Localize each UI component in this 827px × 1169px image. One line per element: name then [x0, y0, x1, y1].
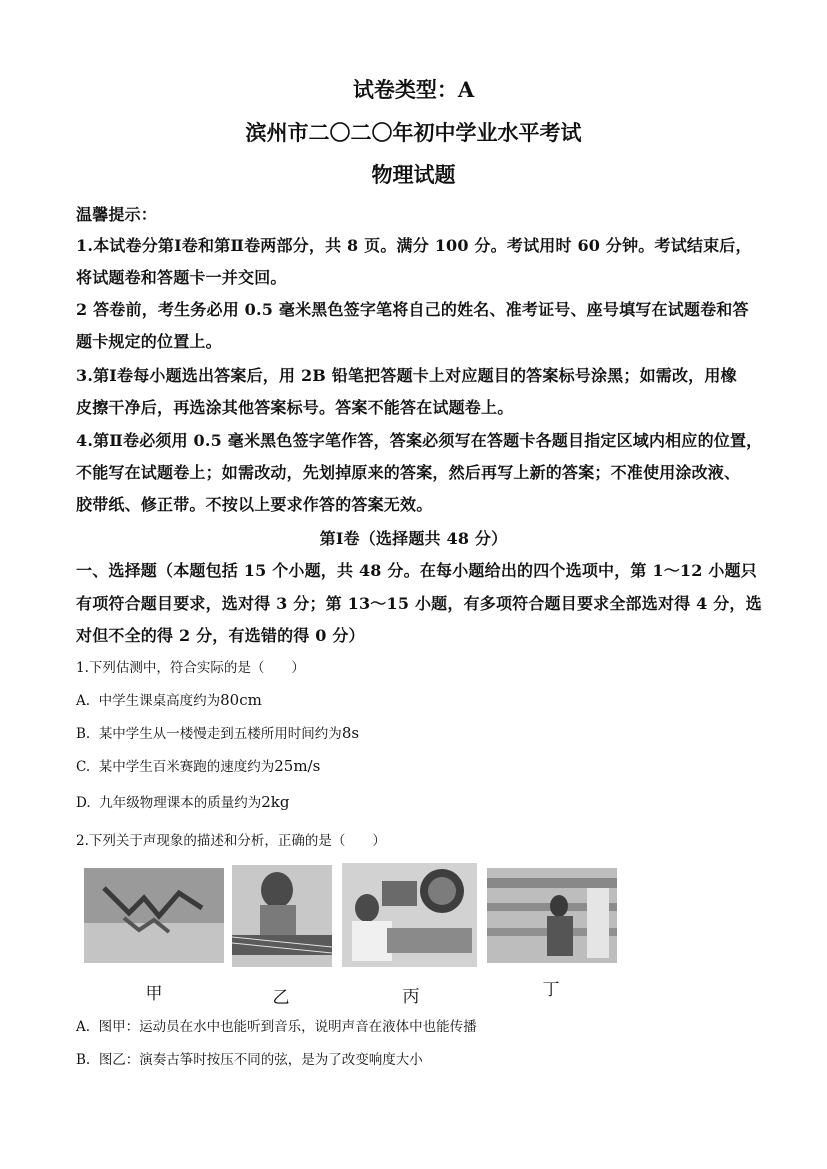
section-title: 第Ⅰ卷（选择题共 48 分）: [319, 529, 508, 548]
question-2-option-a: A. 图甲：运动员在水中也能听到音乐，说明声音在液体中也能传播: [76, 1019, 477, 1035]
notice-line: 皮擦干净后，再选涂其他答案标号。答案不能答在试题卷上。: [76, 398, 514, 417]
notice-line: 题卡规定的位置上。: [76, 332, 222, 351]
question-1-stem: 1.下列估测中，符合实际的是（ ）: [76, 660, 305, 676]
paper-type: 试卷类型：A: [352, 77, 475, 102]
subject-title: 物理试题: [371, 162, 456, 187]
question-1-option-b: B. 某中学生从一楼慢走到五楼所用时间约为8s: [76, 724, 360, 742]
photo-guzheng: [232, 865, 332, 967]
caption-yi: 乙: [272, 988, 290, 1008]
notice-line: 1.本试卷分第Ⅰ卷和第Ⅱ卷两部分，共 8 页。满分 100 分。考试用时 60 分钟。考试结束后，: [76, 236, 752, 255]
photo-ultrasound: [342, 863, 477, 967]
notice-line: 3.第Ⅰ卷每小题选出答案后，用 2B 铅笔把答题卡上对应题目的答案标号涂黑；如需改，用橡: [76, 366, 737, 385]
question-1-option-d: D. 九年级物理课本的质量约为2kg: [76, 793, 290, 811]
notice-heading: 温馨提示：: [76, 205, 158, 224]
question-2-option-b: B. 图乙：演奏古筝时按压不同的弦，是为了改变响度大小: [76, 1052, 423, 1068]
notice-line: 4.第Ⅱ卷必须用 0.5 毫米黑色签字笔作答，答案必须写在答题卡各题目指定区域内相应的位置，: [76, 431, 763, 450]
notice-line: 将试题卷和答题卡一并交回。: [76, 268, 287, 287]
exam-title: 滨州市二〇二〇年初中学业水平考试: [245, 120, 582, 145]
photo-factory: [487, 868, 617, 963]
notice-line: 2 答卷前，考生务必用 0.5 毫米黑色签字笔将自己的姓名、准考证号、座号填写在试题卷和答: [76, 300, 749, 319]
notice-line: 胶带纸、修正带。不按以上要求作答的答案无效。: [76, 495, 433, 514]
caption-jia: 甲: [145, 984, 163, 1004]
question-2-stem: 2.下列关于声现象的描述和分析，正确的是（ ）: [76, 833, 386, 849]
caption-ding: 丁: [542, 980, 560, 1000]
notice-line: 不能写在试题卷上；如需改动，先划掉原来的答案，然后再写上新的答案；不准使用涂改液、: [76, 463, 741, 482]
photo-swimmers: [84, 868, 224, 963]
question-1-option-a: A. 中学生课桌高度约为80cm: [76, 691, 262, 709]
section-instruction: 一、选择题（本题包括 15 个小题，共 48 分。在每小题给出的四个选项中，第 1～12 小题只: [76, 561, 757, 580]
caption-bing: 丙: [402, 987, 420, 1007]
section-instruction: 对但不全的得 2 分，有选错的得 0 分）: [76, 626, 365, 645]
section-instruction: 有项符合题目要求，选对得 3 分；第 13～15 小题，有多项符合题目要求全部选对得 4 分，选: [76, 594, 762, 613]
question-1-option-c: C. 某中学生百米赛跑的速度约为25m/s: [76, 757, 321, 775]
